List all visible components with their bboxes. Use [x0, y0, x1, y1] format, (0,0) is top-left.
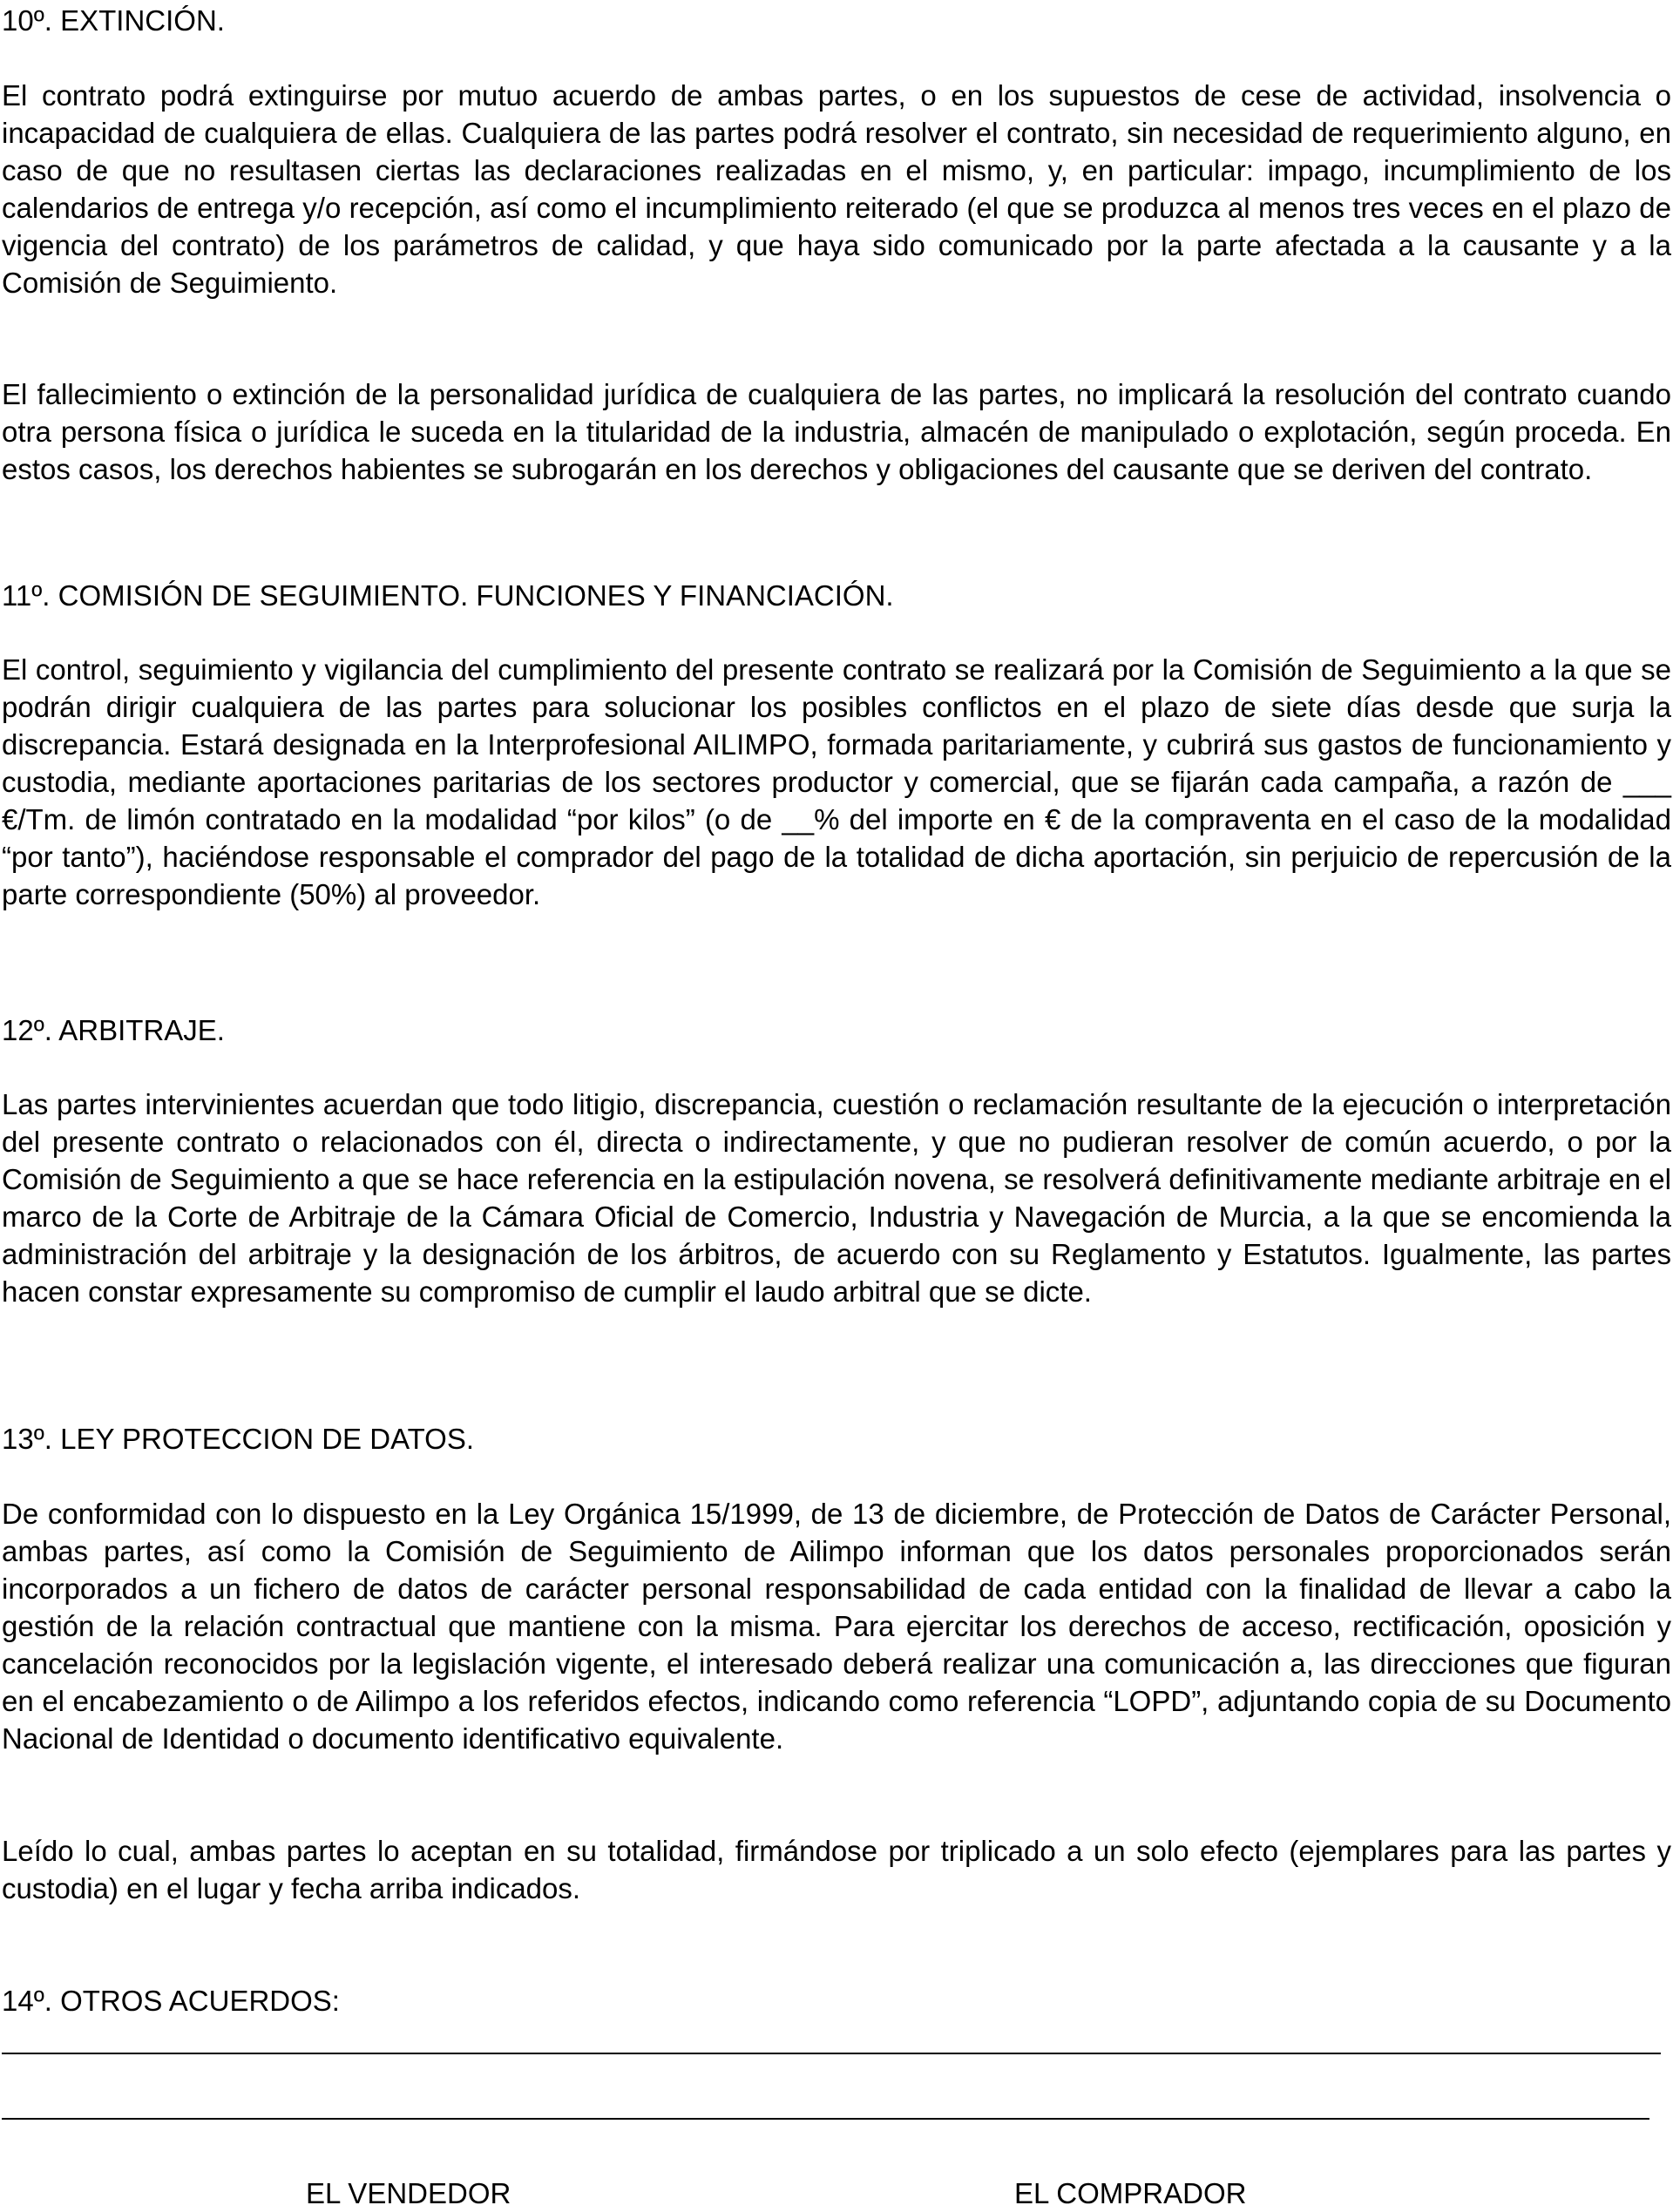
- section-10-paragraph-2: El fallecimiento o extinción de la personalidad jurídica de cualquiera de las partes, no implicará la resolución del contrato cuando otra persona física o jurídica le suceda en la titularidad de la industria, almacén de manipulado o explotación, según proceda. En estos casos, los derechos habientes se subrogarán en los derechos y obligaciones del causante que se deriven del contrato.: [2, 378, 1671, 485]
- section-13-paragraph-2: Leído lo cual, ambas partes lo aceptan en su totalidad, firmándose por triplicado a un solo efecto (ejemplares para las partes y custodia) en el lugar y fecha arriba indicados.: [2, 1835, 1671, 1904]
- seller-signature-label: EL VENDEDOR: [306, 2177, 511, 2209]
- section-11-heading: 11º. COMISIÓN DE SEGUIMIENTO. FUNCIONES Y FINANCIACIÓN.: [2, 579, 894, 612]
- buyer-signature-label: EL COMPRADOR: [1014, 2177, 1247, 2209]
- section-10-paragraph-1: El contrato podrá extinguirse por mutuo acuerdo de ambas partes, o en los supuestos de cese de actividad, insolvencia o incapacidad de cualquiera de ellas. Cualquiera de las partes podrá resolver el contrato, sin necesidad de requerimiento alguno, en caso de que no resultasen ciertas las declaraciones realizadas en el mismo, y, en particular: impago, incumplimiento de los calendarios de entrega y/o recepción, así como el incumplimiento reiterado (el que se produzca al menos tres veces en el plazo de vigencia del contrato) de los parámetros de calidad, y que haya sido comunicado por la parte afectada a la causante y a la Comisión de Seguimiento.: [2, 79, 1671, 299]
- section-12-heading: 12º. ARBITRAJE.: [2, 1014, 225, 1046]
- section-13-heading: 13º. LEY PROTECCION DE DATOS.: [2, 1423, 475, 1455]
- section-11-paragraph-1: El control, seguimiento y vigilancia del cumplimiento del presente contrato se realizará por la Comisión de Seguimiento a la que se podrán dirigir cualquiera de las partes para solucionar los posibles conflictos en el plazo de siete días desde que surja la discrepancia. Estará designada en la Interprofesional AILIMPO, formada paritariamente, y cubrirá sus gastos de funcionamiento y custodia, mediante aportaciones paritarias de los sectores productor y comercial, que se fijarán cada campaña, a razón de ___ €/Tm. de limón contratado en la modalidad “por kilos” (o de __% del importe en € de la compraventa en el caso de la modalidad “por tanto”), haciéndose responsable el comprador del pago de la totalidad de dicha aportación, sin perjuicio de repercusión de la parte correspondiente (50%) al proveedor.: [2, 653, 1671, 910]
- section-12-paragraph-1: Las partes intervinientes acuerdan que todo litigio, discrepancia, cuestión o reclamación resultante de la ejecución o interpretación del presente contrato o relacionados con él, directa o indirectamente, y que no pudieran resolver de común acuerdo, o por la Comisión de Seguimiento a que se hace referencia en la estipulación novena, se resolverá definitivamente mediante arbitraje en el marco de la Corte de Arbitraje de la Cámara Oficial de Comercio, Industria y Navegación de Murcia, a la que se encomienda la administración del arbitraje y la designación de los árbitros, de acuerdo con su Reglamento y Estatutos. Igualmente, las partes hacen constar expresamente su compromiso de cumplir el laudo arbitral que se dicte.: [2, 1088, 1671, 1308]
- other-agreements-line-1: [2, 2053, 1661, 2054]
- section-13-paragraph-1: De conformidad con lo dispuesto en la Ley Orgánica 15/1999, de 13 de diciembre, de Protección de Datos de Carácter Personal, ambas partes, así como la Comisión de Seguimiento de Ailimpo informan que los datos personales proporcionados serán incorporados a un fichero de datos de carácter personal responsabilidad de cada entidad con la finalidad de llevar a cabo la gestión de la relación contractual que mantiene con la misma. Para ejercitar los derechos de acceso, rectificación, oposición y cancelación reconocidos por la legislación vigente, el interesado deberá realizar una comunicación a, las direcciones que figuran en el encabezamiento o de Ailimpo a los referidos efectos, indicando como referencia “LOPD”, adjuntando copia de su Documento Nacional de Identidad o documento identificativo equivalente.: [2, 1498, 1671, 1755]
- section-14-heading: 14º. OTROS ACUERDOS:: [2, 1985, 340, 2017]
- other-agreements-line-2: [2, 2118, 1649, 2120]
- section-10-heading: 10º. EXTINCIÓN.: [2, 4, 225, 37]
